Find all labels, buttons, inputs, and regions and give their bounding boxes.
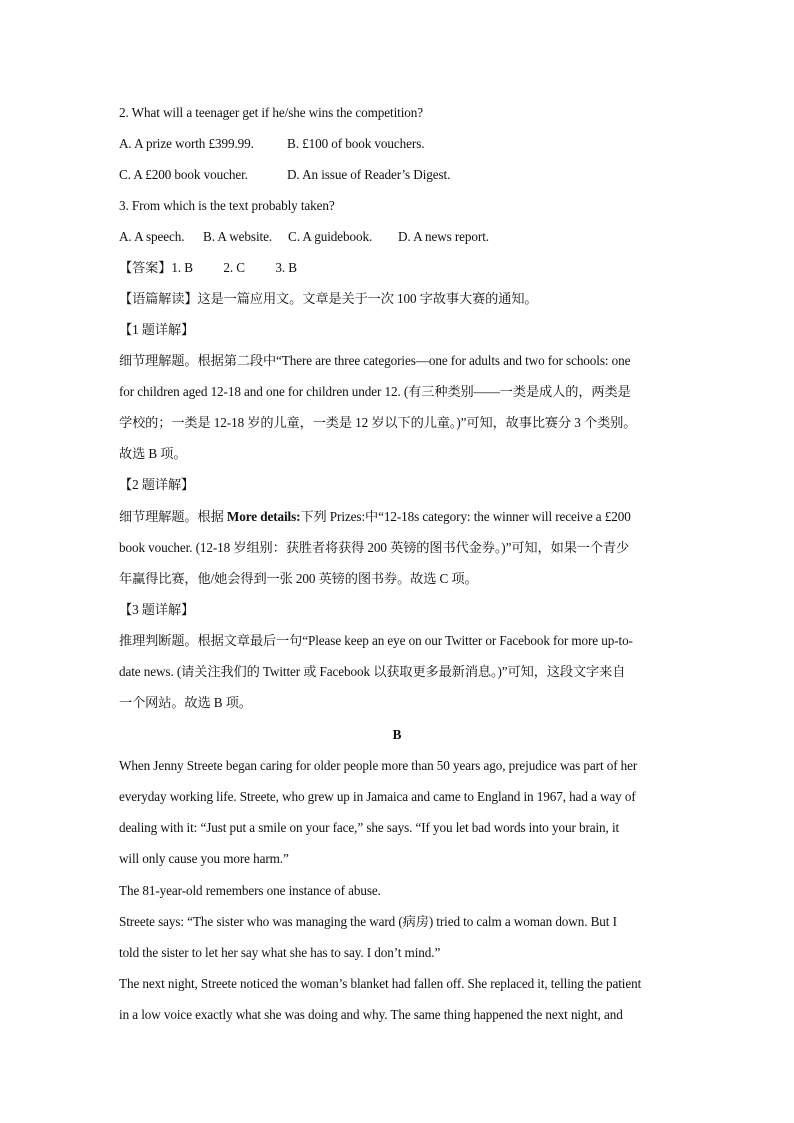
answer-label: 【答案】 bbox=[119, 260, 172, 275]
detail-2-text: 下列 Prizes:中“12-18s category: the winner will receive a £200 bbox=[300, 509, 631, 524]
question-2-stem: 2. What will a teenager get if he/she wins the competition? bbox=[119, 105, 424, 120]
detail-1-line: 细节理解题。根据第二段中“There are three categories—one for adults and two for schools: one bbox=[119, 353, 631, 368]
question-3-option-a: A. A speech. bbox=[119, 229, 185, 244]
detail-2-heading: 【2 题详解】 bbox=[119, 477, 195, 492]
question-3-stem: 3. From which is the text probably taken? bbox=[119, 198, 335, 213]
detail-1-line: 学校的；一类是 12-18 岁的儿童，一类是 12 岁以下的儿童。)”可知，故事比赛分 3 个类别。 bbox=[119, 415, 637, 430]
answer-2: 2. C bbox=[223, 260, 245, 275]
passage-line: Streete says: “The sister who was managing the ward (病房) tried to calm a woman down. But I bbox=[119, 914, 617, 929]
answer-3: 3. B bbox=[275, 260, 297, 275]
detail-2-text: 细节理解题。根据 bbox=[119, 509, 227, 524]
detail-3-heading: 【3 题详解】 bbox=[119, 602, 195, 617]
detail-3-line: 一个网站。故选 B 项。 bbox=[119, 695, 252, 710]
question-3-options bbox=[119, 229, 489, 245]
detail-1-line: for children aged 12-18 and one for children under 12. (有三种类别——一类是成人的，两类是 bbox=[119, 384, 631, 399]
question-3-option-d: D. A news report. bbox=[398, 229, 489, 244]
question-3-option-b: B. A website. bbox=[203, 229, 273, 244]
question-2-option-c: C. A £200 book voucher. bbox=[119, 167, 248, 182]
question-2-option-d: D. An issue of Reader’s Digest. bbox=[287, 167, 451, 182]
passage-line: told the sister to let her say what she has to say. I don’t mind.” bbox=[119, 945, 441, 960]
detail-3-line: 推理判断题。根据文章最后一句“Please keep an eye on our Twitter or Facebook for more up-to- bbox=[119, 633, 633, 648]
detail-2-line: 年赢得比赛，他/她会得到一张 200 英镑的图书券。故选 C 项。 bbox=[119, 571, 478, 586]
detail-3-line: date news. (请关注我们的 Twitter 或 Facebook 以获取更多最新消息。)”可知，这段文字来自 bbox=[119, 664, 626, 679]
reading-label: 【语篇解读】 bbox=[119, 291, 198, 306]
reading-text: 这是一篇应用文。文章是关于一次 100 字故事大赛的通知。 bbox=[197, 291, 538, 306]
question-3-option-c: C. A guidebook. bbox=[288, 229, 373, 244]
detail-1-heading: 【1 题详解】 bbox=[119, 322, 195, 337]
detail-2-line-1 bbox=[119, 509, 631, 525]
answer-line bbox=[119, 260, 297, 276]
passage-line: in a low voice exactly what she was doing and why. The same thing happened the next night, and bbox=[119, 1007, 623, 1022]
section-b-title: B bbox=[392, 727, 402, 742]
passage-line: When Jenny Streete began caring for older people more than 50 years ago, prejudice was part of her bbox=[119, 758, 638, 773]
answer-1: 1. B bbox=[171, 260, 193, 275]
passage-line: The next night, Streete noticed the woman’s blanket had fallen off. She replaced it, telling the patient bbox=[119, 976, 642, 991]
question-2-options-row-2 bbox=[119, 167, 450, 183]
detail-2-line: book voucher. (12-18 岁组别：获胜者将获得 200 英镑的图书代金券。)”可知，如果一个青少 bbox=[119, 540, 630, 555]
question-2-option-a: A. A prize worth £399.99. bbox=[119, 136, 254, 151]
detail-1-line: 故选 B 项。 bbox=[119, 446, 187, 461]
reading-line bbox=[119, 291, 538, 307]
question-2-option-b: B. £100 of book vouchers. bbox=[287, 136, 425, 151]
passage-line: everyday working life. Streete, who grew up in Jamaica and came to England in 1967, had a way of bbox=[119, 789, 636, 804]
passage-line: dealing with it: “Just put a smile on your face,” she says. “If you let bad words into your brain, it bbox=[119, 820, 620, 835]
more-details-bold: More details: bbox=[226, 509, 301, 524]
question-2-options-row-1 bbox=[119, 136, 424, 152]
passage-line: will only cause you more harm.” bbox=[119, 851, 289, 866]
passage-line: The 81-year-old remembers one instance of abuse. bbox=[119, 883, 381, 898]
